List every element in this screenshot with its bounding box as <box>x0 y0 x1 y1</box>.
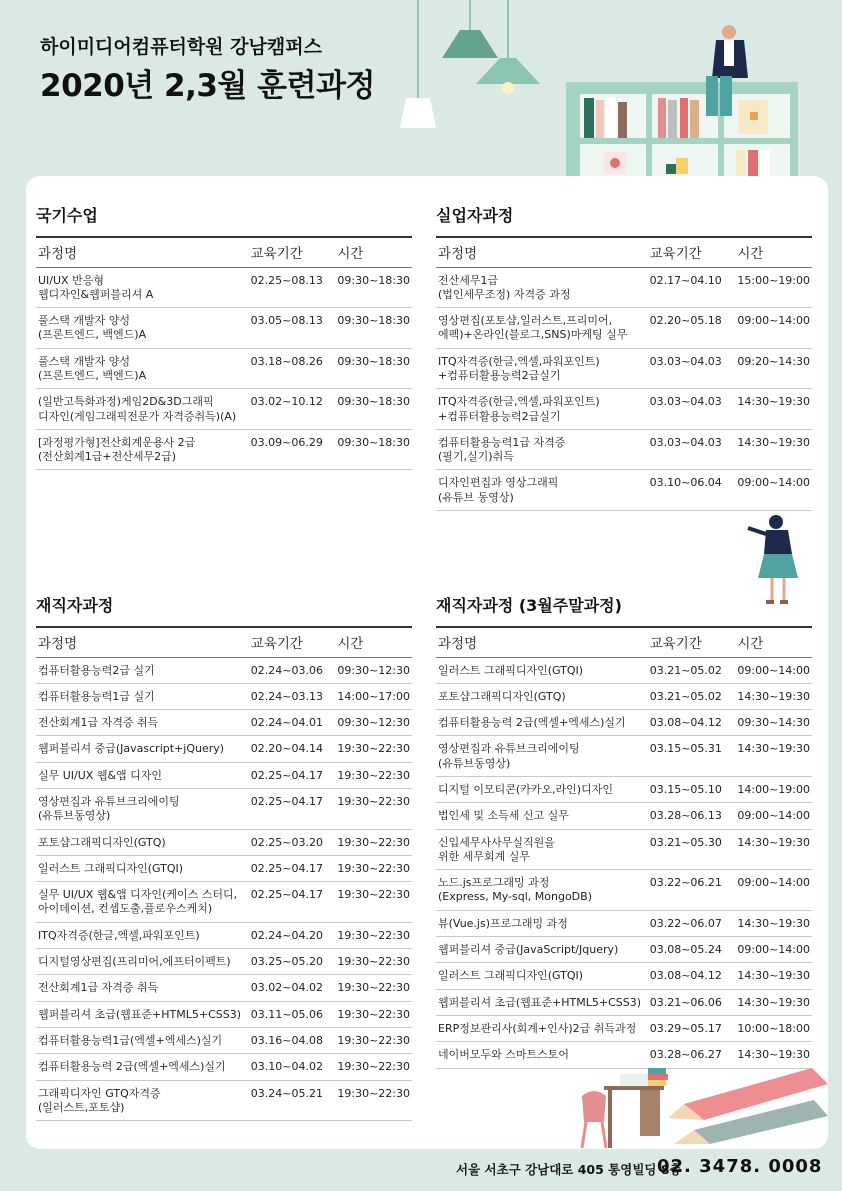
course-name: 노드.js프로그래밍 과정 (Express, My-sql, MongoDB) <box>436 870 648 911</box>
course-period: 02.25~04.17 <box>249 882 336 923</box>
course-time: 19:30~22:30 <box>335 975 412 1001</box>
course-time: 09:00~14:00 <box>735 470 812 511</box>
course-time: 19:30~22:30 <box>335 949 412 975</box>
course-period: 03.28~06.13 <box>648 803 736 829</box>
course-period: 03.10~06.04 <box>648 470 736 511</box>
desk-and-pencils-illustration <box>564 1060 828 1150</box>
course-period: 03.22~06.21 <box>648 870 736 911</box>
section-title: 실업자과정 <box>436 206 514 225</box>
course-time: 19:30~22:30 <box>335 1080 412 1121</box>
column-header-time: 시간 <box>335 627 412 657</box>
course-time: 19:30~22:30 <box>335 855 412 881</box>
table-row <box>436 710 812 736</box>
course-period: 03.05~08.13 <box>249 308 336 349</box>
course-name: 일러스트 그래픽디자인(GTQI) <box>436 963 648 989</box>
course-period: 02.24~03.13 <box>249 683 336 709</box>
section-national <box>36 204 412 470</box>
course-name: 법인세 및 소득세 신고 실무 <box>436 803 648 829</box>
section-unemployed <box>436 204 812 511</box>
section-title: 재직자과정 (3월주말과정) <box>436 596 622 615</box>
table-row <box>36 975 412 1001</box>
course-time: 09:30~12:30 <box>335 657 412 683</box>
column-header-course: 과정명 <box>436 237 648 267</box>
course-time: 14:30~19:30 <box>735 910 812 936</box>
course-name: ITQ자격증(한글,엑셀,파워포인트) <box>36 922 249 948</box>
table-row <box>36 855 412 881</box>
table-header-row <box>436 237 812 267</box>
address-text: 서울 서초구 강남대로 405 통영빌딩 8층 <box>456 1162 682 1177</box>
table-row <box>36 736 412 762</box>
course-time: 14:30~19:30 <box>735 1042 812 1068</box>
course-name: 웹퍼블리셔 초급(웹표준+HTML5+CSS3) <box>436 989 648 1015</box>
course-name: UI/UX 반응형 웹디자인&웹퍼블리셔 A <box>36 267 249 308</box>
course-period: 02.17~04.10 <box>648 267 736 308</box>
course-name: 전산회계1급 자격증 취득 <box>36 975 249 1001</box>
course-time: 14:30~19:30 <box>735 429 812 470</box>
table-row <box>436 736 812 777</box>
table-row <box>36 1001 412 1027</box>
course-period: 03.25~05.20 <box>249 949 336 975</box>
section-weekend <box>436 594 812 1069</box>
course-period: 03.08~04.12 <box>648 963 736 989</box>
course-name: 전산회계1급 자격증 취득 <box>36 710 249 736</box>
course-time: 14:30~19:30 <box>735 989 812 1015</box>
table-header-row <box>36 627 412 657</box>
course-time: 09:30~18:30 <box>335 267 412 308</box>
course-period: 03.29~05.17 <box>648 1015 736 1041</box>
course-name: 웹퍼블리셔 중급(Javascript+jQuery) <box>36 736 249 762</box>
table-row <box>36 683 412 709</box>
course-time: 09:00~14:00 <box>735 803 812 829</box>
course-name: [과정평가형]전산회계운용사 2급 (전산회계1급+전산세무2급) <box>36 429 249 470</box>
course-period: 03.03~04.03 <box>648 348 736 389</box>
table-row <box>436 963 812 989</box>
course-time: 10:00~18:00 <box>735 1015 812 1041</box>
table-row <box>436 870 812 911</box>
course-name: 일러스트 그래픽디자인(GTQI) <box>436 657 648 683</box>
table-row <box>436 389 812 430</box>
course-name: 컴퓨터활용능력2급 실기 <box>36 657 249 683</box>
course-time: 14:00~17:00 <box>335 683 412 709</box>
course-period: 03.28~06.27 <box>648 1042 736 1068</box>
table-row <box>436 989 812 1015</box>
course-period: 03.09~06.29 <box>249 429 336 470</box>
course-name: 신입세무사사무실직원을 위한 세무회계 실무 <box>436 829 648 870</box>
table-row <box>36 710 412 736</box>
course-period: 02.25~03.20 <box>249 829 336 855</box>
course-name: ITQ자격증(한글,엑셀,파워포인트) +컴퓨터활용능력2급실기 <box>436 348 648 389</box>
school-name: 하이미디어컴퓨터학원 강남캠퍼스 <box>40 36 322 58</box>
section-employed <box>36 594 412 1121</box>
schedule-card <box>26 176 828 1149</box>
course-name: 풀스택 개발자 양성 (프론트엔드, 백엔드)A <box>36 348 249 389</box>
column-header-course: 과정명 <box>36 237 249 267</box>
course-time: 14:30~19:30 <box>735 736 812 777</box>
course-time: 14:00~19:00 <box>735 776 812 802</box>
table-header-row <box>36 237 412 267</box>
schedule-table <box>36 626 412 1121</box>
course-period: 03.21~05.30 <box>648 829 736 870</box>
course-name: 영상편집(포토샵,일러스트,프리미어, 에펙)+온라인(블로그,SNS)마케팅 실무 <box>436 308 648 349</box>
course-period: 03.03~04.03 <box>648 389 736 430</box>
course-period: 03.15~05.10 <box>648 776 736 802</box>
course-time: 15:00~19:00 <box>735 267 812 308</box>
course-name: 영상편집과 유튜브크리에이팅 (유튜브동영상) <box>36 788 249 829</box>
column-header-period: 교육기간 <box>249 627 336 657</box>
table-row <box>436 803 812 829</box>
table-row <box>36 429 412 470</box>
table-row <box>436 829 812 870</box>
course-name: 영상편집과 유튜브크리에이팅 (유튜브동영상) <box>436 736 648 777</box>
course-time: 14:30~19:30 <box>735 389 812 430</box>
course-time: 09:30~18:30 <box>335 308 412 349</box>
course-period: 03.10~04.02 <box>249 1054 336 1080</box>
course-name: 웹퍼블리셔 중급(JavaScript/Jquery) <box>436 937 648 963</box>
course-time: 19:30~22:30 <box>335 788 412 829</box>
table-row <box>436 1015 812 1041</box>
table-row <box>436 267 812 308</box>
table-row <box>36 788 412 829</box>
table-row <box>436 348 812 389</box>
course-name: 컴퓨터활용능력 2급(엑셀+엑세스)실기 <box>36 1054 249 1080</box>
course-time: 14:30~19:30 <box>735 683 812 709</box>
course-name: 디지털영상편집(프리미어,에프터이펙트) <box>36 949 249 975</box>
course-name: 포토샵그래픽디자인(GTQ) <box>36 829 249 855</box>
column-header-course: 과정명 <box>36 627 249 657</box>
schedule-table <box>436 236 812 511</box>
course-period: 02.25~04.17 <box>249 788 336 829</box>
course-name: 컴퓨터활용능력1급 실기 <box>36 683 249 709</box>
course-time: 19:30~22:30 <box>335 736 412 762</box>
schedule-table <box>436 626 812 1069</box>
course-time: 09:20~14:30 <box>735 348 812 389</box>
course-period: 03.02~10.12 <box>249 389 336 430</box>
course-period: 03.11~05.06 <box>249 1001 336 1027</box>
course-time: 19:30~22:30 <box>335 829 412 855</box>
course-time: 19:30~22:30 <box>335 1027 412 1053</box>
table-row <box>36 348 412 389</box>
table-row <box>36 829 412 855</box>
table-row <box>436 308 812 349</box>
course-period: 03.22~06.07 <box>648 910 736 936</box>
course-name: 컴퓨터활용능력1급 자격증 (필기,실기)취득 <box>436 429 648 470</box>
table-row <box>36 1027 412 1053</box>
course-name: 웹퍼블리셔 초급(웹표준+HTML5+CSS3) <box>36 1001 249 1027</box>
course-period: 03.02~04.02 <box>249 975 336 1001</box>
column-header-period: 교육기간 <box>249 237 336 267</box>
course-period: 02.25~04.17 <box>249 855 336 881</box>
course-period: 02.25~08.13 <box>249 267 336 308</box>
column-header-course: 과정명 <box>436 627 648 657</box>
course-time: 09:30~18:30 <box>335 389 412 430</box>
course-period: 03.08~04.12 <box>648 710 736 736</box>
table-row <box>436 937 812 963</box>
table-row <box>436 470 812 511</box>
course-time: 14:30~19:30 <box>735 829 812 870</box>
course-period: 02.20~05.18 <box>648 308 736 349</box>
course-name: 뷰(Vue.js)프로그래밍 과정 <box>436 910 648 936</box>
table-row <box>36 657 412 683</box>
section-title: 재직자과정 <box>36 596 114 615</box>
person-pointing-illustration <box>742 514 812 608</box>
course-time: 09:00~14:00 <box>735 657 812 683</box>
phone-number: 02. 3478. 0008 <box>657 1156 823 1177</box>
course-time: 19:30~22:30 <box>335 882 412 923</box>
course-period: 03.24~05.21 <box>249 1080 336 1121</box>
course-name: 포토샵그래픽디자인(GTQ) <box>436 683 648 709</box>
course-name: 실무 UI/UX 웹&앱 디자인(케이스 스터디, 아이데이션, 컨셉도출,플로우스케치) <box>36 882 249 923</box>
table-row <box>36 949 412 975</box>
course-name: (일반고특화과정)게임2D&3D그래픽 디자인(게임그래픽전문가 자격증취득)(A) <box>36 389 249 430</box>
course-name: 디지털 이모티콘(카카오,라인)디자인 <box>436 776 648 802</box>
course-time: 19:30~22:30 <box>335 922 412 948</box>
course-period: 02.24~04.01 <box>249 710 336 736</box>
table-row <box>36 267 412 308</box>
column-header-period: 교육기간 <box>648 237 736 267</box>
course-name: 실무 UI/UX 웹&앱 디자인 <box>36 762 249 788</box>
table-row <box>36 308 412 349</box>
course-time: 09:30~14:30 <box>735 710 812 736</box>
course-time: 09:00~14:00 <box>735 308 812 349</box>
column-header-time: 시간 <box>335 237 412 267</box>
course-time: 19:30~22:30 <box>335 762 412 788</box>
course-name: ITQ자격증(한글,엑셀,파워포인트) +컴퓨터활용능력2급실기 <box>436 389 648 430</box>
course-period: 03.15~05.31 <box>648 736 736 777</box>
course-name: ERP정보관리사(회계+인사)2급 취득과정 <box>436 1015 648 1041</box>
course-time: 09:30~18:30 <box>335 348 412 389</box>
course-name: 전산세무1급 (법인세무조정) 자격증 과정 <box>436 267 648 308</box>
table-row <box>36 1080 412 1121</box>
course-period: 03.03~04.03 <box>648 429 736 470</box>
course-name: 풀스택 개발자 양성 (프론트엔드, 백엔드)A <box>36 308 249 349</box>
course-period: 03.08~05.24 <box>648 937 736 963</box>
course-time: 09:30~12:30 <box>335 710 412 736</box>
course-name: 일러스트 그래픽디자인(GTQI) <box>36 855 249 881</box>
course-period: 02.25~04.17 <box>249 762 336 788</box>
course-period: 02.20~04.14 <box>249 736 336 762</box>
course-name: 그래픽디자인 GTQ자격증 (일러스트,포토샵) <box>36 1080 249 1121</box>
course-time: 19:30~22:30 <box>335 1001 412 1027</box>
course-period: 02.24~03.06 <box>249 657 336 683</box>
table-row <box>436 657 812 683</box>
course-time: 09:30~18:30 <box>335 429 412 470</box>
course-time: 09:00~14:00 <box>735 937 812 963</box>
course-period: 03.18~08.26 <box>249 348 336 389</box>
column-header-time: 시간 <box>735 237 812 267</box>
course-period: 03.16~04.08 <box>249 1027 336 1053</box>
section-title: 국기수업 <box>36 206 98 225</box>
course-name: 컴퓨터활용능력 2급(엑셀+엑세스)실기 <box>436 710 648 736</box>
course-time: 14:30~19:30 <box>735 963 812 989</box>
column-header-period: 교육기간 <box>648 627 736 657</box>
table-row <box>36 762 412 788</box>
course-time: 19:30~22:30 <box>335 1054 412 1080</box>
table-row <box>436 776 812 802</box>
schedule-table <box>36 236 412 470</box>
pendant-lamps-illustration <box>380 0 560 150</box>
table-row <box>36 882 412 923</box>
column-header-time: 시간 <box>735 627 812 657</box>
table-row <box>436 910 812 936</box>
course-name: 네이버모두와 스마트스토어 <box>436 1042 648 1068</box>
course-period: 03.21~06.06 <box>648 989 736 1015</box>
table-row <box>36 389 412 430</box>
table-header-row <box>436 627 812 657</box>
course-period: 03.21~05.02 <box>648 657 736 683</box>
table-row <box>436 429 812 470</box>
page-title: 2020년 2,3월 훈련과정 <box>40 68 375 104</box>
table-row <box>36 922 412 948</box>
table-row <box>436 683 812 709</box>
bookshelf-illustration <box>566 18 806 178</box>
course-name: 컴퓨터활용능력1급(엑셀+엑세스)실기 <box>36 1027 249 1053</box>
table-row <box>36 1054 412 1080</box>
course-period: 02.24~04.20 <box>249 922 336 948</box>
course-time: 09:00~14:00 <box>735 870 812 911</box>
course-period: 03.21~05.02 <box>648 683 736 709</box>
course-name: 디자인편집과 영상그래픽 (유튜브 동영상) <box>436 470 648 511</box>
